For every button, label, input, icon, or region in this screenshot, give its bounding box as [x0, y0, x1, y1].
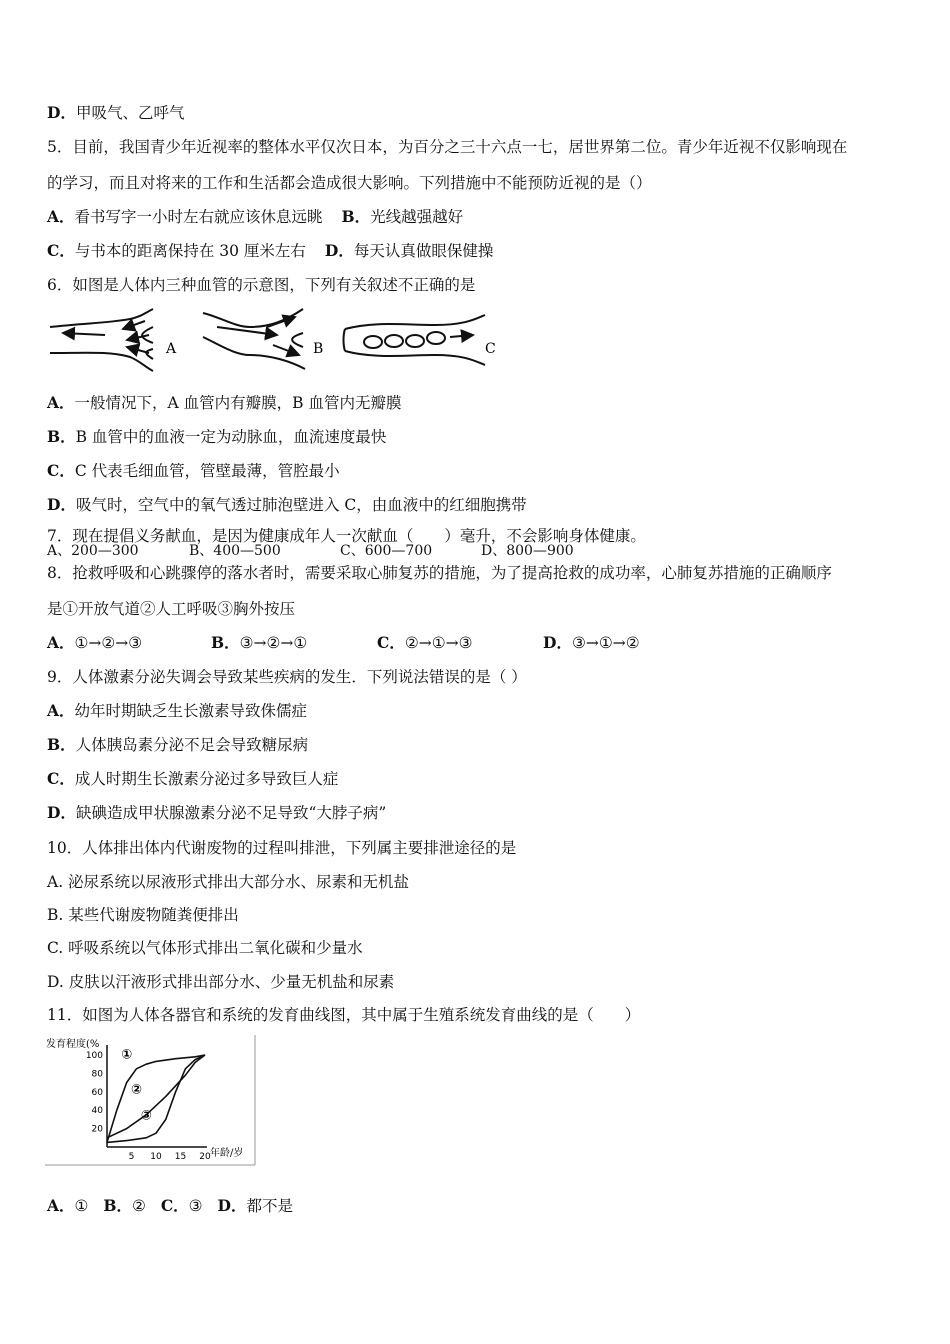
x-tick-label: 10 [150, 1152, 162, 1162]
q9-option-a: A．幼年时期缺乏生长激素导致侏儒症 [47, 701, 308, 720]
development-curve-chart [45, 1035, 257, 1167]
q9-option-a-text: 幼年时期缺乏生长激素导致侏儒症 [74, 702, 308, 720]
q4-option-d-text: 甲吸气、乙呼气 [75, 104, 185, 122]
q5-stem-line2: 的学习，而且对将来的工作和生活都会造成很大影响。下列措施中不能预防近视的是（） [47, 174, 652, 192]
q11-options: A．① B．② C．③ D．都不是 [47, 1196, 293, 1215]
q10-stem: 10．人体排出体内代谢废物的过程叫排泄，下列属主要排泄途径的是 [47, 839, 517, 857]
q7-option-d: D、800—900 [481, 543, 574, 559]
q11-option-c: ③ [188, 1197, 203, 1215]
q6-option-b-text: B 血管中的血液一定为动脉血，血流速度最快 [75, 428, 387, 446]
q10-option-c: C. 呼吸系统以气体形式排出二氧化碳和少量水 [47, 939, 363, 957]
q7-option-a: A、200—300 [47, 543, 139, 559]
x-tick-label: 20 [199, 1152, 211, 1162]
x-tick-label: 15 [174, 1152, 187, 1162]
q8-stem-line1: 8．抢救呼吸和心跳骤停的落水者时，需要采取心肺复苏的措施，为了提高抢救的成功率，心肺复苏措施的正确顺序 [47, 564, 832, 582]
curve-label-1: ① [121, 1047, 133, 1063]
q5-option-d: 每天认真做眼保健操 [353, 242, 494, 260]
q7-stem: 7．现在提倡义务献血，是因为健康成年人一次献血（ ）毫升，不会影响身体健康。 [47, 527, 646, 545]
vessel-c-drawing [344, 315, 486, 365]
q10-option-d: D. 皮肤以汗液形式排出部分水、少量无机盐和尿素 [47, 973, 395, 991]
vessel-a-label: A [166, 341, 177, 357]
q8-options: A．①→②→③ B．③→②→① C．②→①→③ D．③→①→② [47, 633, 640, 652]
q8-stem-line2: 是①开放气道②人工呼吸③胸外按压 [47, 600, 296, 618]
q8-option-b: ③→②→① [239, 634, 308, 652]
q10-option-a: A. 泌尿系统以尿液形式排出大部分水、尿素和无机盐 [47, 873, 410, 891]
q9-option-d-text: 缺碘造成甲状腺激素分泌不足导致“大脖子病” [75, 804, 387, 822]
q8-option-a: ①→②→③ [74, 634, 143, 652]
chart-xlabel: 年龄/岁 [210, 1148, 244, 1159]
q5-option-c: 与书本的距离保持在 30 厘米左右 [74, 242, 306, 260]
curve-label-2: ② [130, 1082, 142, 1098]
q11-option-b: ② [131, 1197, 146, 1215]
q11-option-d: 都不是 [246, 1197, 293, 1215]
y-tick-label: 80 [91, 1069, 103, 1080]
q6-option-d-text: 吸气时，空气中的氧气透过肺泡壁进入 C，由血液中的红细胞携带 [75, 496, 527, 514]
vessel-a-drawing [50, 309, 153, 371]
x-tick-label: 5 [128, 1152, 135, 1162]
q4-option-d: D．甲吸气、乙呼气 [47, 103, 185, 122]
y-tick-label: 20 [91, 1124, 103, 1135]
q5-option-b: 光线越强越好 [370, 208, 464, 226]
q11-option-a: ① [74, 1197, 89, 1215]
vessel-b-drawing [203, 309, 305, 369]
q7-option-c: C、600—700 [340, 543, 433, 559]
blood-vessel-diagram [45, 305, 505, 377]
q6-stem: 6．如图是人体内三种血管的示意图，下列有关叙述不正确的是 [47, 276, 476, 294]
q6-option-a-text: 一般情况下，A 血管内有瓣膜，B 血管内无瓣膜 [74, 394, 402, 412]
q9-stem: 9．人体激素分泌失调会导致某些疾病的发生．下列说法错误的是（ ） [47, 668, 527, 686]
q11-stem: 11．如图为人体各器官和系统的发育曲线图，其中属于生殖系统发育曲线的是（ ） [47, 1006, 641, 1024]
q6-option-c: C．C 代表毛细血管，管壁最薄，管腔最小 [47, 461, 340, 480]
y-tick-label: 60 [91, 1087, 103, 1098]
q5-options-ab: A．看书写字一小时左右就应该休息远眺 B．光线越强越好 [47, 207, 464, 226]
y-tick-label: 100 [85, 1051, 103, 1061]
q6-option-a: A．一般情况下，A 血管内有瓣膜，B 血管内无瓣膜 [47, 393, 402, 412]
q9-option-b-text: 人体胰岛素分泌不足会导致糖尿病 [75, 736, 309, 754]
q5-options-cd: C．与书本的距离保持在 30 厘米左右 D．每天认真做眼保健操 [47, 241, 494, 260]
q9-option-c: C．成人时期生长激素分泌过多导致巨人症 [47, 769, 339, 788]
q9-option-b: B．人体胰岛素分泌不足会导致糖尿病 [47, 735, 309, 754]
q7-option-b: B、400—500 [189, 543, 281, 559]
vessel-c-label: C [485, 341, 496, 357]
curve-label-3: ③ [140, 1108, 152, 1124]
q6-option-d: D．吸气时，空气中的氧气透过肺泡壁进入 C，由血液中的红细胞携带 [47, 495, 527, 514]
q8-option-c: ②→①→③ [404, 634, 473, 652]
q6-option-c-text: C 代表毛细血管，管壁最薄，管腔最小 [74, 462, 340, 480]
y-tick-label: 40 [91, 1106, 103, 1117]
q8-option-d: ③→①→② [571, 634, 640, 652]
q9-option-d: D．缺碘造成甲状腺激素分泌不足导致“大脖子病” [47, 803, 387, 822]
chart-ylabel: 发育程度(% [46, 1039, 100, 1050]
q7-options [47, 543, 574, 560]
q6-option-b: B．B 血管中的血液一定为动脉血，血流速度最快 [47, 427, 387, 446]
q5-option-a: 看书写字一小时左右就应该休息远眺 [74, 208, 323, 226]
q10-option-b: B. 某些代谢废物随粪便排出 [47, 906, 239, 924]
q5-stem-line1: 5．目前，我国青少年近视率的整体水平仅次日本，为百分之三十六点一七，居世界第二位。青少年近视不仅影响现在 [47, 138, 848, 156]
q9-option-c-text: 成人时期生长激素分泌过多导致巨人症 [74, 770, 339, 788]
vessel-b-label: B [313, 341, 324, 357]
